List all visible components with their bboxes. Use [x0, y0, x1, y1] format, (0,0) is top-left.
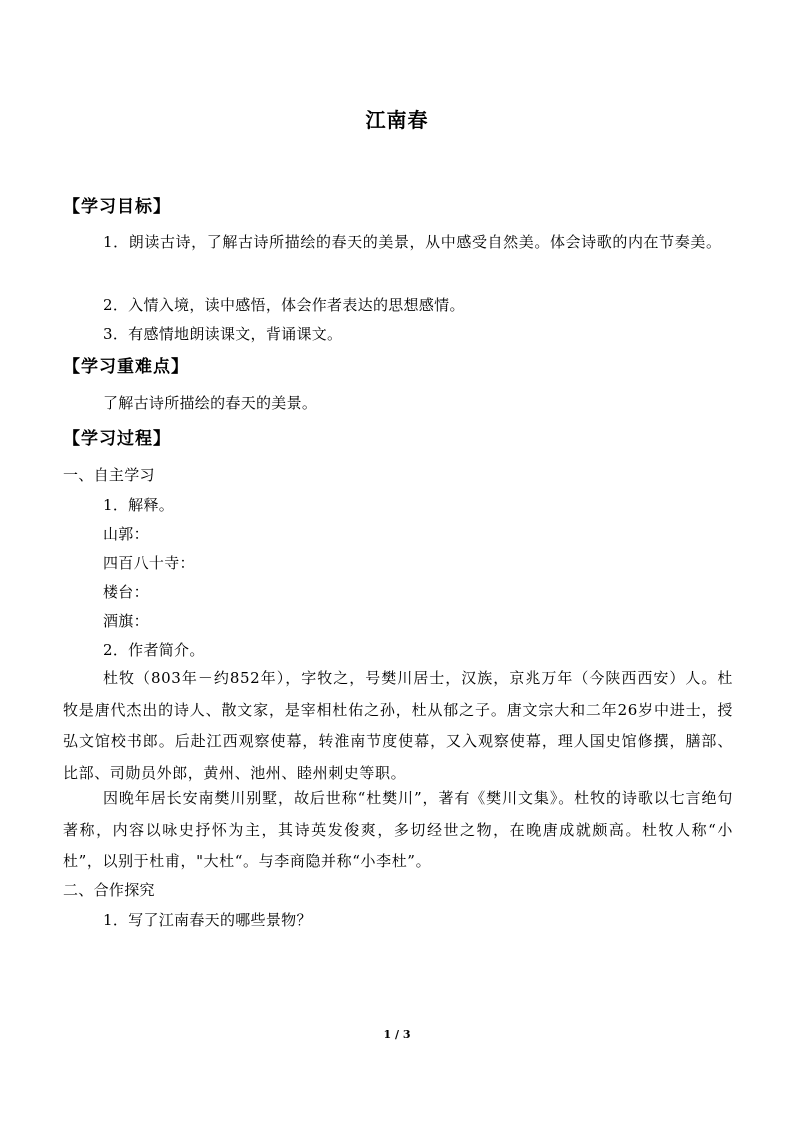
term-shanguo: 山郭：: [103, 525, 149, 543]
section-heading-key-points: 【学习重难点】: [63, 357, 189, 377]
part1-question-1: 1．解释。: [103, 496, 175, 514]
term-jiuqi: 酒旗：: [103, 612, 149, 630]
key-points-text: 了解古诗所描绘的春天的美景。: [103, 394, 318, 412]
objective-item-2: 2．入情入境，读中感悟，体会作者表达的思想感情。: [103, 296, 465, 314]
term-loutai: 楼台：: [103, 583, 149, 601]
part2-title: 二、合作探究: [63, 881, 155, 899]
part1-title: 一、自主学习: [63, 466, 155, 484]
objective-item-1: 1．朗读古诗，了解古诗所描绘的春天的美景，从中感受自然美。体会诗歌的内在节奏美。: [103, 233, 722, 251]
author-bio-paragraph-1: 杜牧（803年－约852年），字牧之，号樊川居士，汉族，京兆万年（今陕西西安）人。杜牧是唐代杰出的诗人、散文家，是宰相杜佑之孙，杜从郁之子。唐文宗大和二年26岁中进士，授弘文馆校书郎。后赴江西观察使幕，转淮南节度使幕，又入观察使幕，理人国史馆修撰，膳部、比部、司勋员外郎，黄州、池州、睦州刺史等职。: [63, 669, 733, 782]
page-number: 1 / 3: [383, 1028, 411, 1041]
objective-item-3: 3．有感情地朗读课文，背诵课文。: [103, 325, 343, 343]
document-title: 江南春: [365, 108, 429, 132]
author-bio-paragraph-2: 因晚年居长安南樊川别墅，故后世称“杜樊川”，著有《樊川文集》。杜牧的诗歌以七言绝句著称，内容以咏史抒怀为主，其诗英发俊爽，多切经世之物，在晚唐成就颇高。杜牧人称“小杜”，以别于杜甫，"大杜“。与李商隐并称“小李杜”。: [63, 789, 733, 870]
section-heading-objectives: 【学习目标】: [63, 197, 171, 217]
section-heading-process: 【学习过程】: [63, 429, 171, 449]
part1-question-2: 2．作者简介。: [103, 641, 205, 659]
part2-question-1: 1．写了江南春天的哪些景物？: [103, 911, 312, 929]
term-sibaibashisi: 四百八十寺：: [103, 554, 195, 572]
